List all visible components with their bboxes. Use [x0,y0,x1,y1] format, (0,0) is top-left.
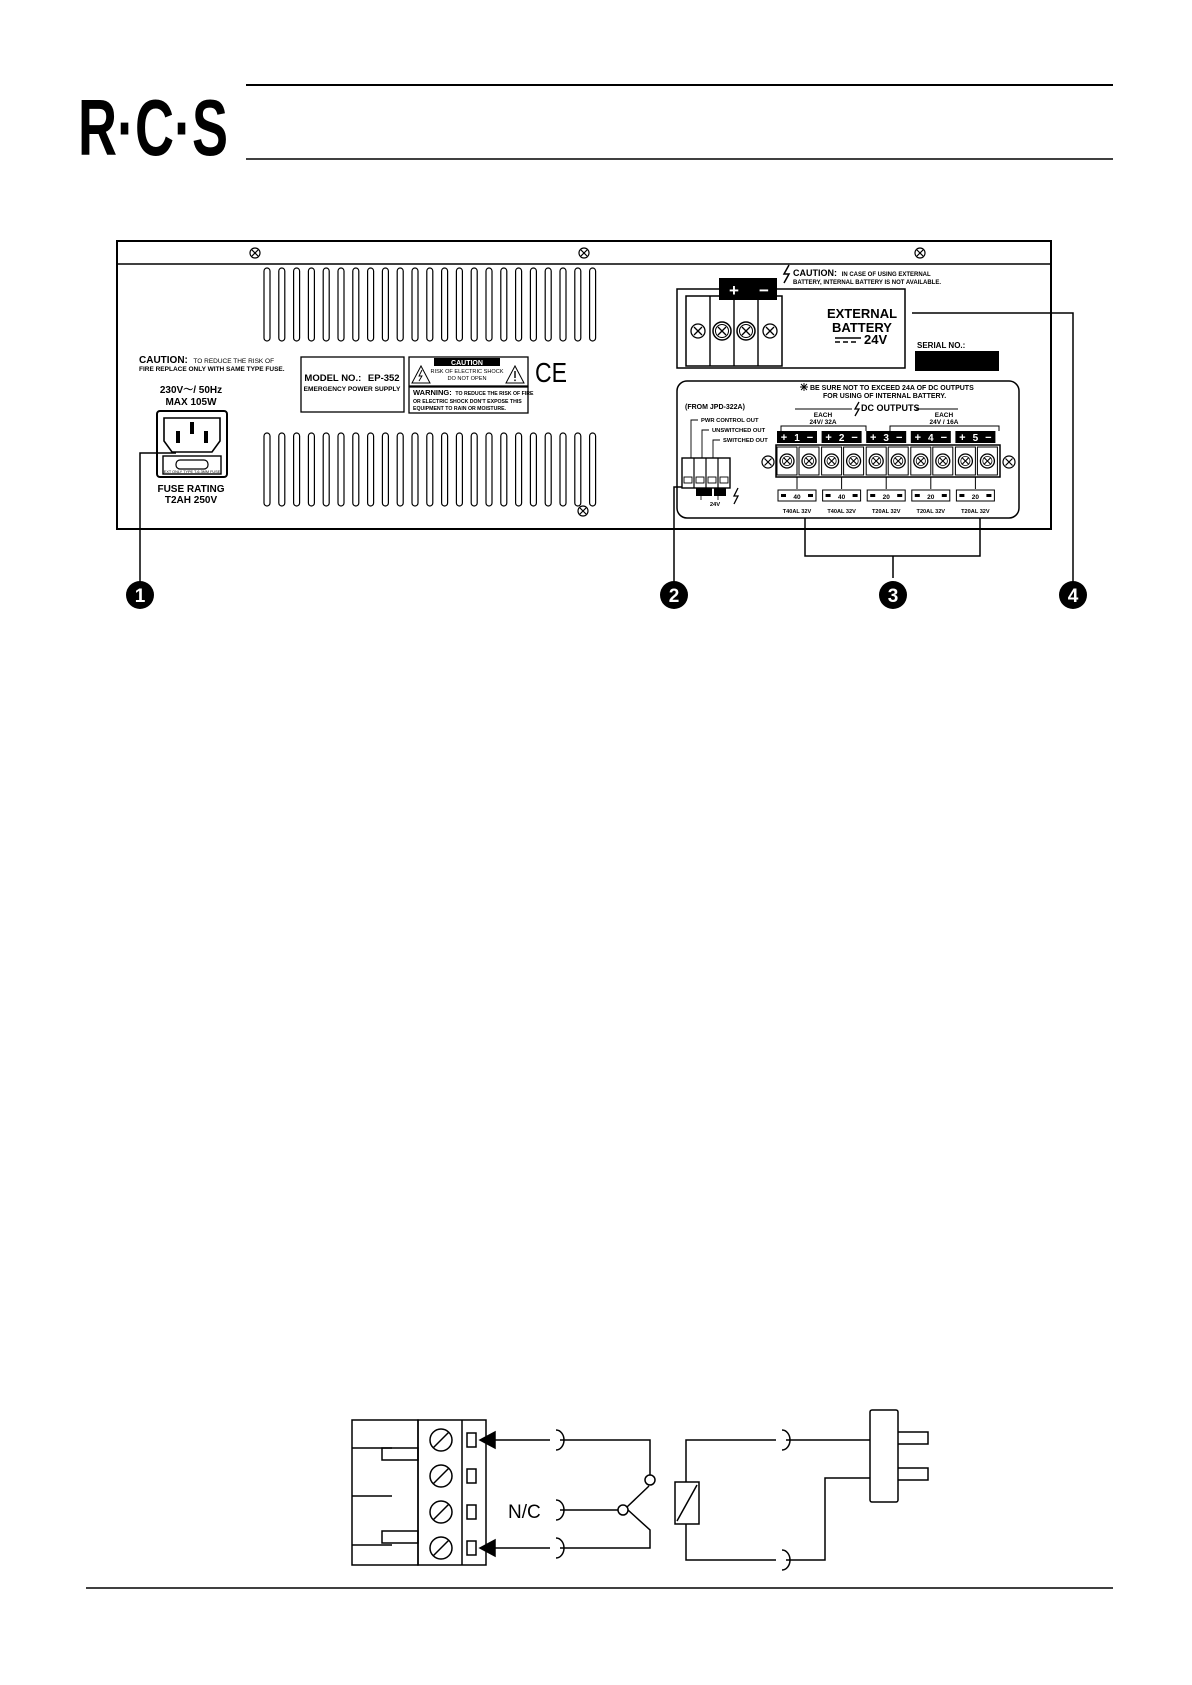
warning-line3: EQUIPMENT TO RAIN OR MOISTURE. [413,406,506,412]
pwr-control-out-label: PWR CONTROL OUT [701,418,759,424]
vent-slot [338,268,344,341]
fuse-caution-line2: FIRE REPLACE ONLY WITH SAME TYPE FUSE. [139,366,285,373]
output-fuse-holder [867,490,905,501]
output-plus-label: + [825,432,832,444]
output-minus-label: − [851,432,858,444]
svg-text:CAUTION: TO REDUCE THE [139,355,274,366]
vent-slot [323,268,329,341]
vent-slot [308,268,314,341]
dc-outputs-title: DC OUTPUTS [861,403,920,413]
screw-icon [578,506,588,516]
terminal-screw-icon [936,454,950,468]
callout-1-number: 1 [134,586,146,607]
shock-caution-line2: DO NOT OPEN [447,376,487,382]
output-number: 3 [883,433,889,444]
screw-icon [691,324,705,338]
vent-slot [427,433,433,506]
callout-2 [660,581,688,609]
serial-number-section [915,341,999,371]
terminal-screw-icon [958,454,972,468]
model-no-value: EP-352 [367,373,400,384]
screw-icon [250,248,260,258]
output-minus-label: − [940,432,948,444]
from-jpd-label: (FROM JPD-322A) [685,404,745,411]
fuse-holder-label: EXT ONLY TYPE T-6.3MM FUSE [163,470,221,474]
callout-2-number: 2 [668,586,680,607]
battery-minus-label: − [759,281,769,300]
power-plug-icon [870,1410,928,1502]
vent-slot [501,433,507,506]
output-number: 5 [972,433,979,444]
vent-slot [486,268,492,341]
output-fuse-rating: T20AL 32V [871,509,901,515]
vent-slot [590,268,596,341]
terminal-screw-icon [847,454,861,468]
vent-slot [368,268,374,341]
ventilation-slots-bottom [264,433,596,506]
vent-slot [560,433,566,506]
fuse-rating-value: T2AH 250V [164,495,218,506]
output-fuse-value: 20 [927,494,935,501]
terminal-screw-icon [430,1465,452,1487]
note-star-icon [800,383,808,391]
wire-top [495,1430,650,1475]
callout-3-number: 3 [887,586,899,607]
vent-slot [516,433,522,506]
vent-slot [471,268,477,341]
ce-mark: CE [535,357,567,388]
output-fuse-holder [956,490,994,501]
warning-line2: OR ELECTRIC SHOCK DON'T EXPOSE THIS [413,399,522,405]
battery-voltage: 24V [864,332,888,347]
fuse-rating-title: FUSE RATING [157,484,225,495]
model-label [301,357,404,412]
serial-number-plate [915,351,999,371]
vent-slot [442,433,448,506]
battery-plus-terminal-icon [713,322,731,340]
terminal-screw-icon [825,454,839,468]
group2-each-label: EACH [934,412,954,419]
battery-caution-line1: IN CASE OF USING EXTERNAL [841,272,931,278]
external-battery-section [677,265,941,368]
header [78,83,1113,172]
wire-bottom [495,1538,564,1558]
dc-note-line2: FOR USING OF INTERNAL BATTERY. [823,393,947,400]
vent-slot [545,433,551,506]
output-number: 1 [794,433,800,444]
relay-contact-common [618,1505,628,1515]
relay-contact-upper [645,1475,655,1485]
output-plus-label: + [869,432,877,444]
terminal-screw-icon [780,454,794,468]
nc-label: N/C [508,1502,541,1523]
shock-caution-title: CAUTION [451,360,483,367]
fuse-caution-label: CAUTION: [139,355,188,366]
vent-slot [397,268,403,341]
power-rating-watts: MAX 105W [165,397,217,408]
vent-slot [412,268,418,341]
vent-slot [294,268,300,341]
screw-icon [1003,456,1015,468]
output-fuse-rating: T40AL 32V [782,509,812,515]
terminal-screw-icon [914,454,928,468]
callout-3-bracket [805,518,980,578]
plug-connector [352,1420,418,1565]
vent-slot [530,433,536,506]
vent-slot [264,268,270,341]
model-description: EMERGENCY POWER SUPPLY [303,386,401,393]
battery-plus-label: + [729,281,739,300]
vent-slot [575,433,581,506]
vent-slot [264,433,270,506]
terminal-screw-icon [430,1537,452,1559]
shock-caution-label [409,357,534,413]
output-fuse-holder [912,490,950,501]
vent-slot [590,433,596,506]
vent-slot [575,268,581,341]
terminal-screw-icon [980,454,994,468]
vent-slot [279,433,285,506]
vent-slot [412,433,418,506]
screw-icon [915,248,925,258]
output-fuse-value: 40 [793,494,801,501]
dc-outputs-section [677,381,1019,518]
fuse-caution-line1: TO REDUCE THE RISK OF [193,358,275,365]
group1-each-label: EACH [813,412,833,419]
battery-caution-label: CAUTION: [793,268,837,278]
vent-slot [486,433,492,506]
output-minus-label: − [895,432,903,444]
output-fuse-rating: T20AL 32V [916,509,946,515]
vent-slot [397,433,403,506]
dc-note-line1: BE SURE NOT TO EXCEED 24A OF DC OUTPUTS [810,385,974,392]
terminal-screw-icon [802,454,816,468]
svg-text:MODEL NO.: EP-352 [304,373,399,384]
warning-line1: TO REDUCE THE RISK OF FIRE [455,391,534,397]
output-plus-label: + [914,432,922,444]
vent-slot [279,268,285,341]
callout-4 [1059,581,1087,609]
unswitched-out-label: UNSWITCHED OUT [712,428,766,434]
power-rating-voltage: 230V～/ 50Hz [159,385,223,396]
screw-icon [763,324,777,338]
relay-coil-icon [675,1482,699,1524]
battery-title-line1: EXTERNAL [826,306,898,321]
callout-3 [879,581,907,609]
vent-slot [501,268,507,341]
screw-icon [579,248,589,258]
callout-4-number: 4 [1067,586,1079,607]
group1-rating: 24V/ 32A [809,419,837,426]
vent-slot [456,433,462,506]
callout-1 [126,581,154,609]
output-number: 2 [838,433,845,444]
model-no-label: MODEL NO.: [304,373,362,384]
switched-out-label: SWITCHED OUT [723,438,768,444]
vent-slot [471,433,477,506]
wiring-diagram [352,1410,928,1570]
output-fuse-holder [823,490,861,501]
output-plus-label: + [959,432,966,444]
battery-title-line2: BATTERY [832,320,892,335]
relay-switch-arm [627,1486,649,1507]
vent-slot [560,268,566,341]
shock-caution-line1: RISK OF ELECTRIC SHOCK [430,369,504,375]
terminal-block [418,1420,486,1565]
output-fuse-rating: T20AL 32V [961,509,990,515]
output-minus-label: − [985,432,992,444]
vent-slot [368,433,374,506]
output-fuse-holder [778,490,816,501]
ac-inlet-section [139,355,285,506]
lightning-icon [784,265,789,283]
arrow-icon [480,1540,495,1556]
vent-slot [353,268,359,341]
output-plus-label: + [780,432,788,444]
coil-wire-bottom [686,1478,870,1570]
terminal-screw-icon [891,454,905,468]
control-24v-label: 24V [709,502,721,508]
output-minus-label: − [806,432,814,444]
vent-slot [442,268,448,341]
arrow-icon [480,1432,495,1448]
vent-slot [427,268,433,341]
battery-minus-terminal-icon [737,322,755,340]
logo-text: R·C·S [78,83,228,172]
vent-slot [382,433,388,506]
iec-power-inlet [157,411,227,477]
vent-slot [338,433,344,506]
wire-nc [556,1500,618,1520]
output-fuse-value: 20 [882,494,890,501]
ventilation-slots-top [264,268,596,341]
terminal-screw-icon [430,1429,452,1451]
rear-panel [117,241,1051,529]
vent-slot [353,433,359,506]
fuse-holder [163,456,221,474]
warning-label: WARNING: [413,388,452,397]
vent-slot [456,268,462,341]
vent-slot [545,268,551,341]
vent-slot [516,268,522,341]
rcs-logo [78,83,228,172]
vent-slot [382,268,388,341]
coil-wire-top [686,1430,870,1482]
battery-caution-line2: BATTERY, INTERNAL BATTERY IS NOT AVAILABLE. [793,280,942,286]
vent-slot [323,433,329,506]
vent-slot [530,268,536,341]
output-fuse-value: 20 [971,494,980,501]
output-fuse-value: 40 [837,494,846,501]
relay-lower-wire [560,1510,650,1548]
screw-icon [762,456,774,468]
vent-slot [294,433,300,506]
serial-number-label: SERIAL NO.: [917,341,966,350]
vent-slot [308,433,314,506]
terminal-screw-icon [869,454,883,468]
output-fuse-rating: T40AL 32V [827,509,856,515]
output-number: 4 [928,433,934,444]
group2-rating: 24V / 16A [929,419,959,426]
terminal-screw-icon [430,1501,452,1523]
svg-text:CAUTION: IN CASE OF US [793,268,931,278]
